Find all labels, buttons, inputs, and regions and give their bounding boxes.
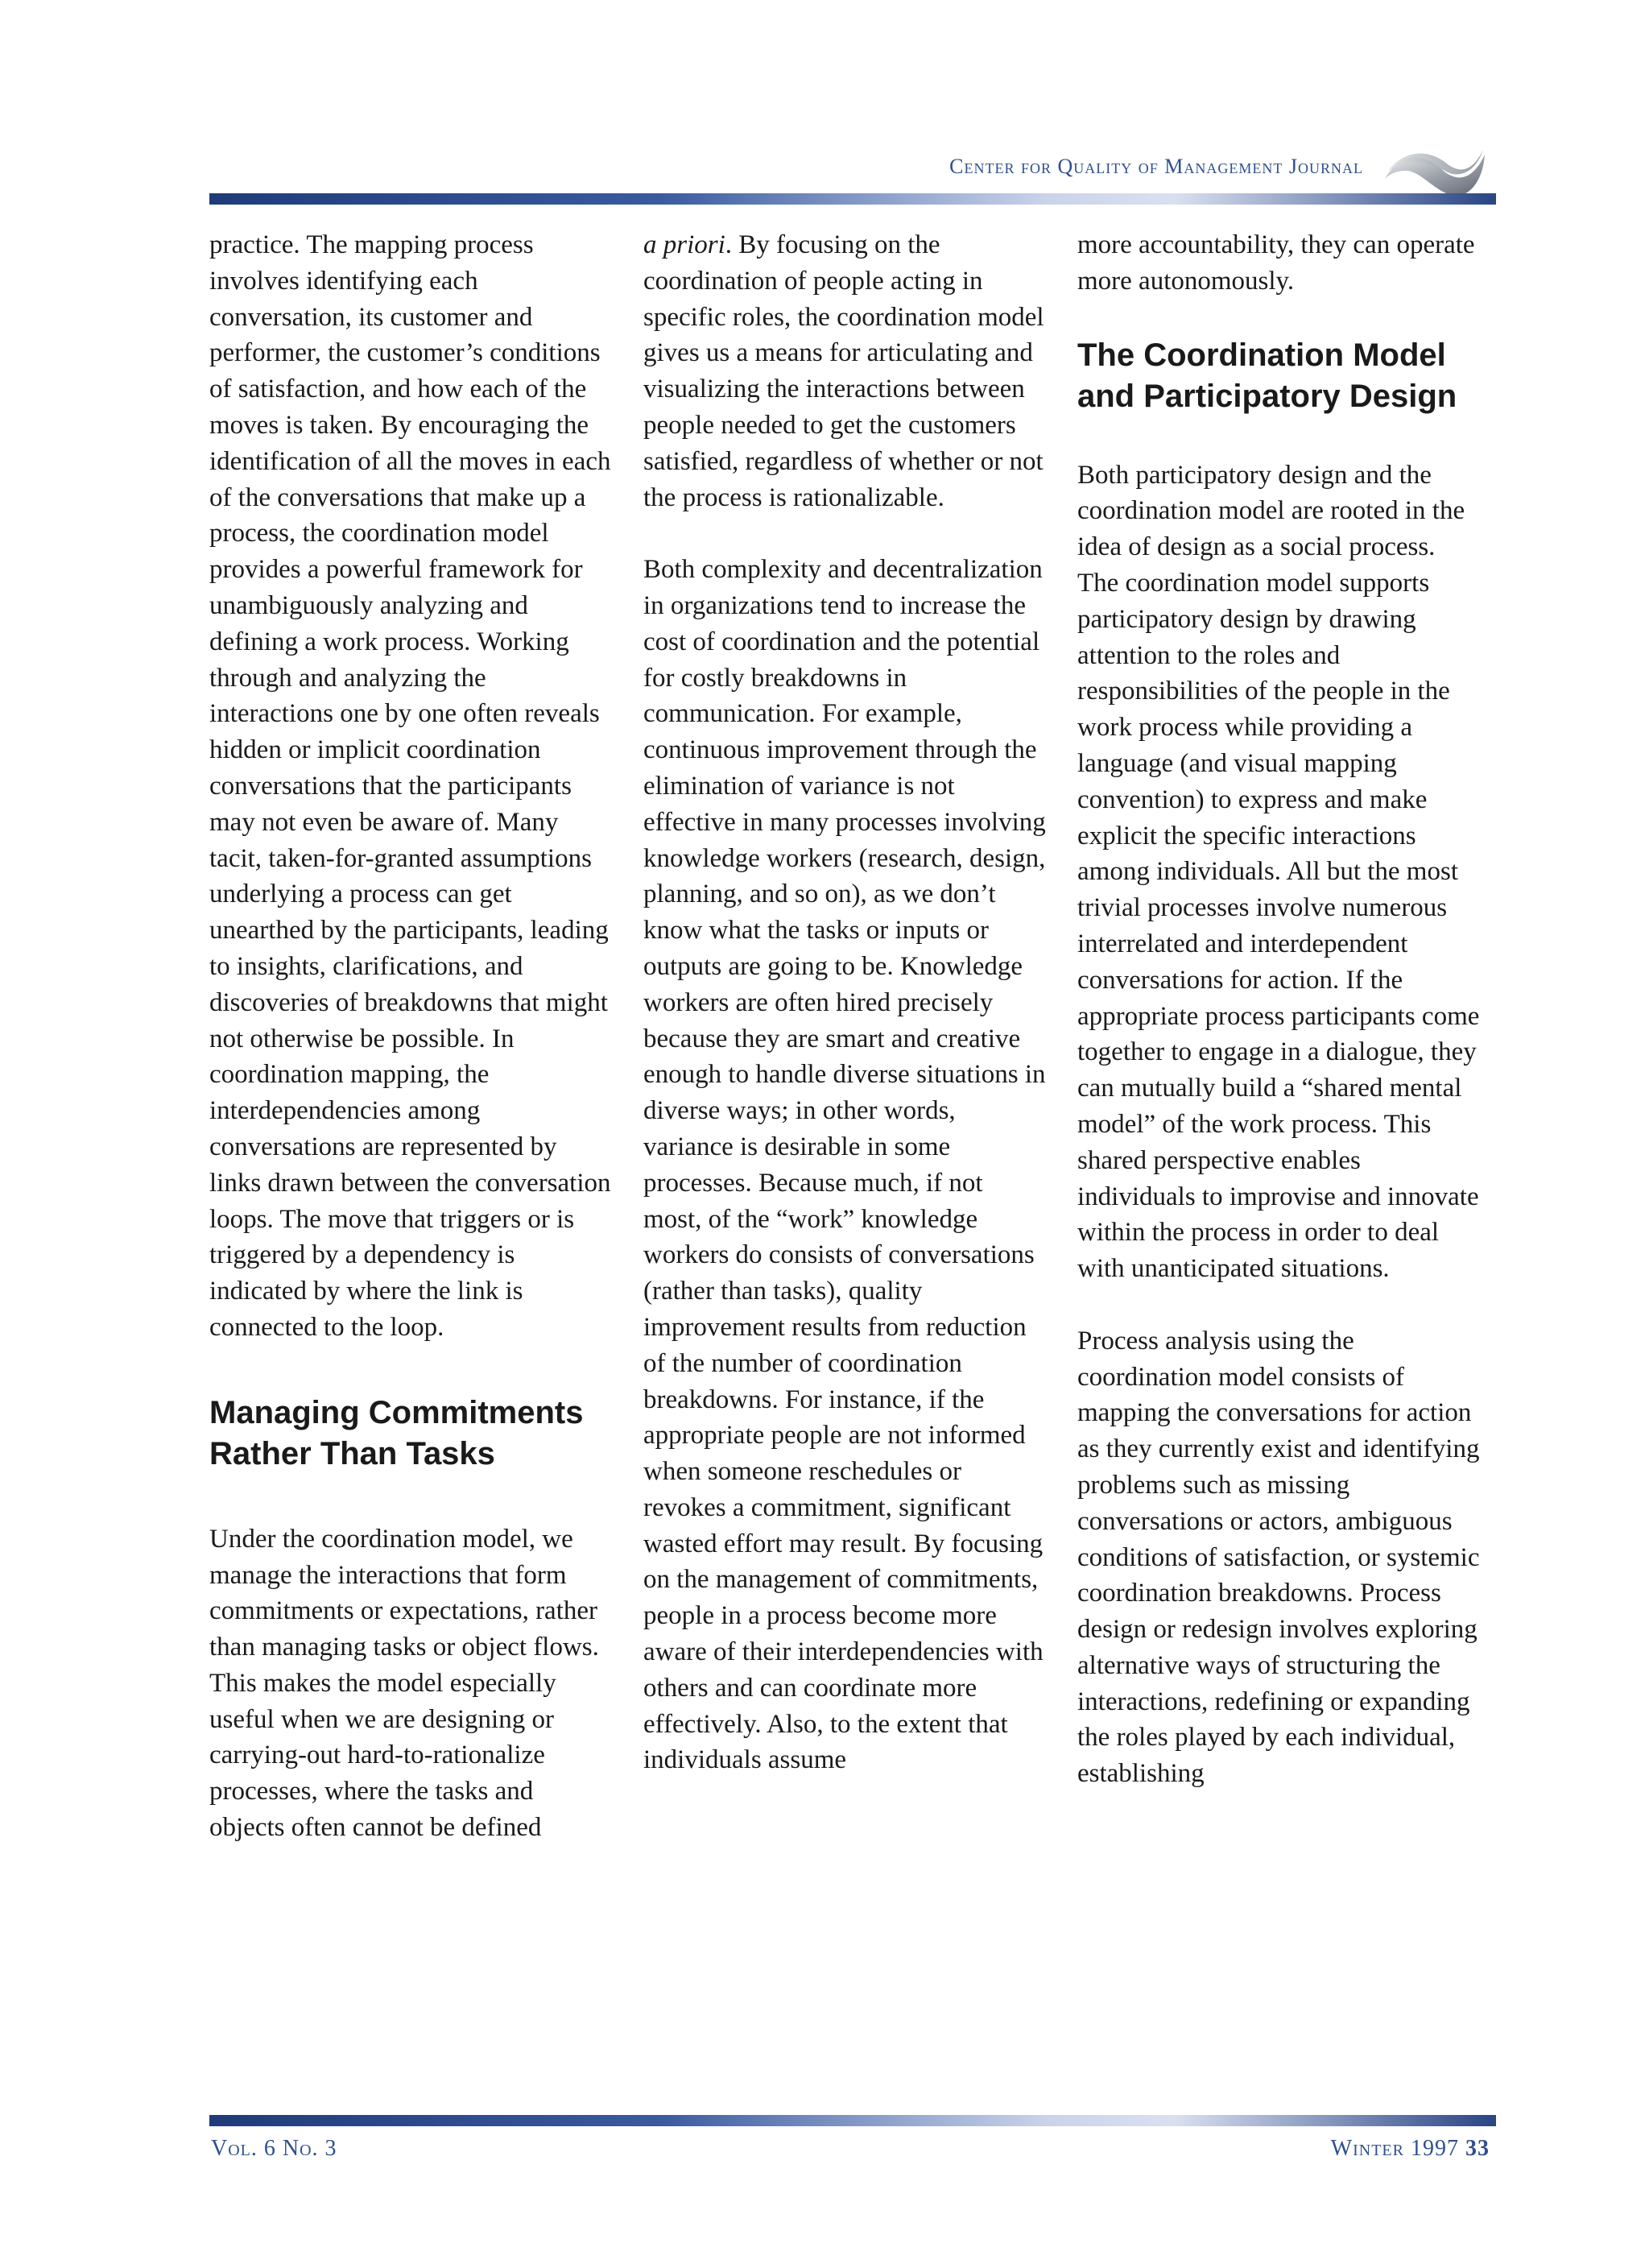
page-number: 33 — [1465, 2136, 1490, 2161]
footer-rule — [209, 2115, 1496, 2126]
column-2-paragraph-1 — [643, 227, 1046, 515]
column-1-paragraph-1: practice. The mapping process involves identifying each conversation, its customer and performer, the customer’s conditions of satisfaction, and how each of the moves is taken. By encouraging the identification of all the moves in each of the conversations that make up a process, the coordination model provides a powerful framework for unambiguously analyzing and defining a work process. Working through and analyzing the interactions one by one often reveals hidden or implicit coordination conversations that the participants may not even be aware of. Many tacit, taken-for-granted assumptions underlying a process can get unearthed by the participants, leading to insights, clarifications, and discoveries of breakdowns that might not otherwise be possible. In coordination mapping, the interdependencies among conversations are represented by links drawn between the conversation loops. The move that triggers or is triggered by a dependency is indicated by where the link is connected to the loop. — [209, 230, 611, 1342]
column-3 — [1077, 227, 1480, 1792]
column-2-paragraph-1-text: . By focusing on the coordination of people acting in specific roles, the coordination model gives us a means for articulating and visualizing the interactions between people needed to get the customers satisfied, regardless of whether or not the process is rationalizable. — [643, 230, 1044, 512]
section-heading-coordination-model: The Coordination Model and Participatory Design — [1077, 337, 1457, 414]
section-heading-managing-commitments: Managing Commitments Rather Than Tasks — [209, 1394, 584, 1471]
journal-title: Center for Quality of Management Journal — [949, 155, 1363, 178]
column-1-paragraph-2: Under the coordination model, we manage the interactions that form commitments or expectations, rather than managing tasks or object flows. This makes the model especially useful when we are designing or carrying-out hard-to-rationalize processes, where the tasks and objects often cannot be defined — [209, 1524, 599, 1843]
issue-season: Winter 1997 — [1330, 2136, 1459, 2161]
header-rule — [209, 193, 1496, 205]
column-3-paragraph-1: more accountability, they can operate more autonomously. — [1077, 230, 1475, 296]
column-1 — [209, 227, 612, 1846]
column-3-paragraph-2: Both participatory design and the coordination model are rooted in the idea of design as a social process. The coordination model supports participatory design by drawing attention to the roles and responsibilities of the people in the work process while providing a language (and visual mapping convention) to express and make explicit the specific interactions among individuals. All but the most trivial processes involve numerous interrelated and interdependent conversations for action. If the appropriate process participants come together to engage in a dialogue, they can mutually build a “shared mental model” of the work process. This shared perspective enables individuals to improvise and innovate within the process in order to deal with unanticipated situations. — [1077, 460, 1480, 1284]
volume-issue: Vol. 6 No. 3 — [211, 2136, 337, 2161]
column-3-paragraph-3: Process analysis using the coordination model consists of mapping the conversations for action as they currently exist and identifying problems such as missing conversations or actors, ambiguous conditions of satisfaction, or systemic coordination breakdowns. Process design or redesign involves exploring alternative ways of structuring the interactions, redefining or expanding the roles played by each individual, establishing — [1077, 1326, 1480, 1789]
footer-date-page — [1331, 2136, 1490, 2162]
column-2 — [643, 227, 1046, 1778]
a-priori-term: a priori — [643, 230, 725, 259]
column-2-paragraph-2: Both complexity and decentralization in organizations tend to increase the cost of coordination and the potential for costly breakdowns in communication. For example, continuous improvement through the elimination of variance is not effective in many processes involving knowledge workers (research, design, planning, and so on), as we don’t know what the tasks or inputs or outputs are going to be. Knowledge workers are often hired precisely because they are smart and creative enough to handle diverse situations in diverse ways; in other words, variance is desirable in some processes. Because much, if not most, of the “work” knowledge workers do consists of conversations (rather than tasks), quality improvement results from reduction of the number of coordination breakdowns. For instance, if the appropriate people are not informed when someone reschedules or revokes a commitment, significant wasted effort may result. By focusing on the management of commitments, people in a process become more aware of their interdependencies with others and can coordinate more effectively. Also, to the extent that individuals assume — [643, 555, 1046, 1775]
